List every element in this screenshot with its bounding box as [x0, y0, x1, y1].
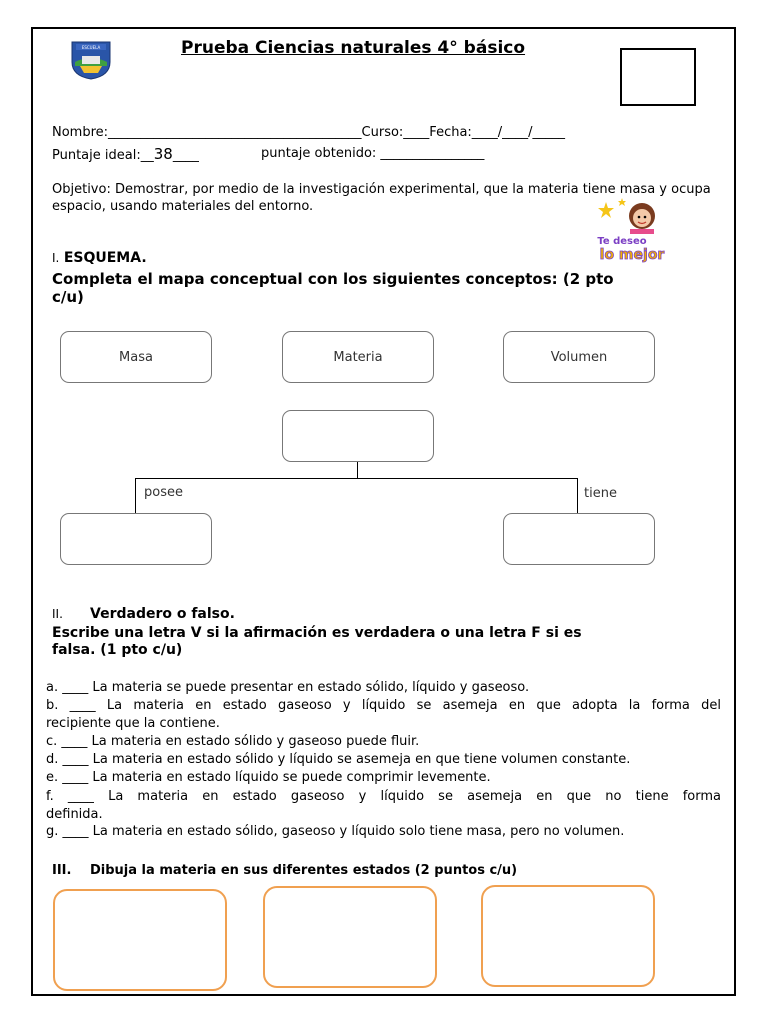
edge-label-posee: posee — [144, 485, 183, 500]
svg-text:lo mejor: lo mejor — [599, 247, 665, 263]
puntaje-ideal-suffix: ____ — [172, 148, 199, 163]
nombre-line[interactable]: Nombre:_______________________________________Curso:____Fecha:____/____/_____ — [52, 125, 566, 140]
section2-instruction-1: Escribe una letra V si la afirmación es verdadera o una letra F si es — [52, 625, 582, 641]
statement-g[interactable]: g. ____ La materia en estado sólido, gaseoso y líquido solo tiene masa, pero no volumen. — [46, 824, 625, 839]
section2-number: II. — [52, 607, 63, 621]
page-frame — [31, 27, 736, 996]
section3-title: Dibuja la materia en sus diferentes estados (2 puntos c/u) — [90, 863, 518, 878]
svg-text:ESCUELA: ESCUELA — [81, 45, 101, 50]
section1-instruction-2: c/u) — [52, 288, 84, 306]
statement-d[interactable]: d. ____ La materia en estado sólido y líquido se asemeja en que tiene volumen constante. — [46, 752, 631, 767]
section1-title: ESQUEMA. — [63, 250, 147, 266]
connector-vertical-top — [357, 462, 358, 478]
section1-instruction-1: Completa el mapa conceptual con los siguientes conceptos: (2 pto — [52, 270, 614, 288]
section3-number: III. — [52, 863, 72, 878]
section3-heading — [52, 863, 517, 878]
te-deseo-lo-mejor-sticker — [592, 196, 672, 266]
section1-number: I. — [52, 251, 60, 265]
statement-c[interactable]: c. ____ La materia en estado sólido y gaseoso puede fluir. — [46, 734, 420, 749]
drawing-box-solid[interactable] — [53, 889, 227, 991]
concept-map-left-blank[interactable] — [60, 513, 212, 565]
concept-option-masa: Masa — [60, 331, 212, 383]
edge-label-tiene: tiene — [584, 486, 617, 501]
concept-map-top-blank[interactable] — [282, 410, 434, 462]
section2-title: Verdadero o falso. — [90, 606, 235, 622]
connector-horizontal — [135, 478, 578, 479]
page-title: Prueba Ciencias naturales 4° básico — [181, 38, 526, 58]
section2-heading — [52, 606, 235, 622]
school-logo — [70, 40, 112, 80]
svg-text:Te deseo: Te deseo — [597, 236, 647, 247]
section1-heading — [52, 250, 147, 266]
statement-e[interactable]: e. ____ La materia en estado líquido se puede comprimir levemente. — [46, 770, 491, 785]
drawing-box-liquid[interactable] — [263, 886, 437, 988]
statement-b[interactable]: b. ____ La materia en estado gaseoso y líquido se asemeja en que adopta la forma del — [46, 698, 721, 713]
concept-option-materia: Materia — [282, 331, 434, 383]
puntaje-ideal-prefix: Puntaje ideal:__ — [52, 148, 154, 163]
objective-text: Objetivo: Demostrar, por medio de la investigación experimental, que la materia tiene masa y ocupa espacio, usando materiales del entorno. — [52, 182, 711, 214]
connector-left — [135, 478, 136, 513]
statement-a[interactable]: a. ____ La materia se puede presentar en estado sólido, líquido y gaseoso. — [46, 680, 530, 695]
puntaje-obtenido[interactable]: puntaje obtenido: ________________ — [261, 146, 485, 161]
puntaje-ideal-value: 38 — [153, 145, 173, 163]
star-icon — [598, 202, 614, 218]
concept-option-volumen: Volumen — [503, 331, 655, 383]
score-box — [620, 48, 696, 106]
section2-instruction-2: falsa. (1 pto c/u) — [52, 642, 183, 658]
statement-f-cont: definida. — [46, 807, 103, 822]
drawing-box-gas[interactable] — [481, 885, 655, 987]
statement-b-cont: recipiente que la contiene. — [46, 716, 220, 731]
connector-right — [577, 478, 578, 513]
puntaje-ideal — [52, 145, 199, 163]
statement-f[interactable]: f. ____ La materia en estado gaseoso y líquido se asemeja en que no tiene forma — [46, 789, 721, 804]
concept-map-right-blank[interactable] — [503, 513, 655, 565]
